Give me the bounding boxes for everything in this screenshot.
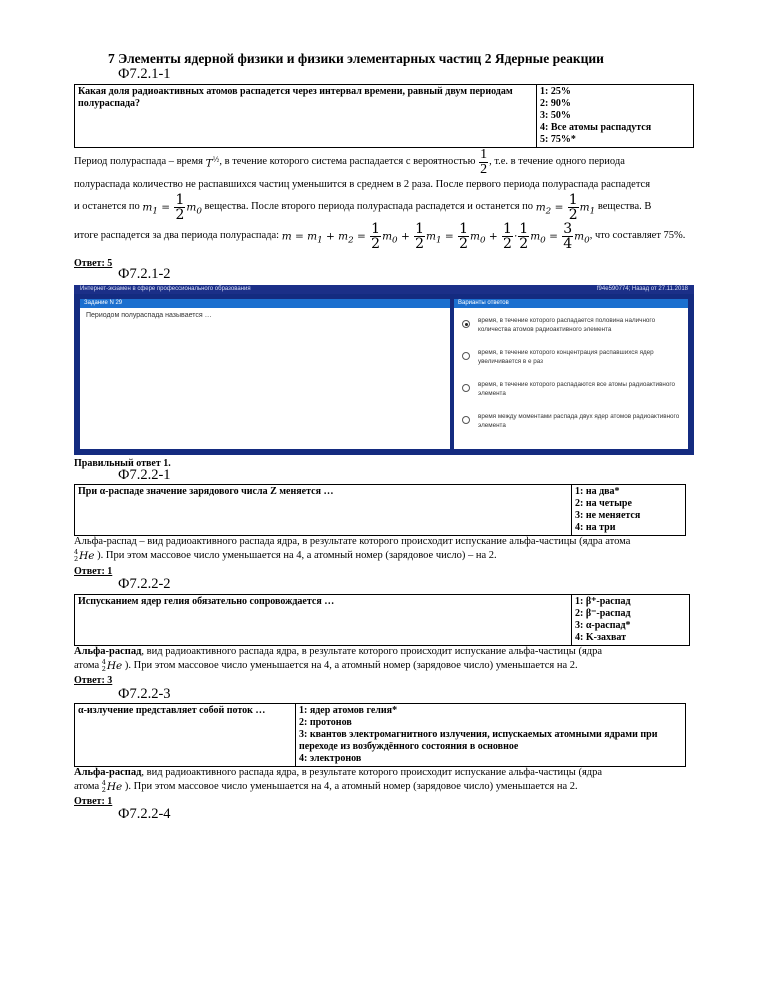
text: атома <box>74 660 100 671</box>
option-text: время, в течение которого распадаются все атомы радиоактивного элемента <box>478 381 676 397</box>
radio-selected[interactable] <box>462 320 470 328</box>
text: вещества. После второго периода полураспада распадется и останется по <box>204 201 534 212</box>
question-code: Ф7.2.2-2 <box>118 576 171 592</box>
task-panel <box>80 299 450 449</box>
text: вещества. В <box>597 201 652 212</box>
answer-option[interactable] <box>454 380 688 398</box>
radio[interactable] <box>462 352 470 360</box>
option: 3: 50% <box>540 110 571 121</box>
radio[interactable] <box>462 384 470 392</box>
question-table-3 <box>74 484 686 536</box>
helium-formula: 4 2 He <box>101 779 123 794</box>
formula: $m_2$ = $\frac{1}{2}$ $m_1$ <box>535 191 596 223</box>
formula: $\frac{1}{2}$ <box>480 146 488 177</box>
formula: $m = m_1 + m_2$ = $\frac{1}{2}$ $m_0$ + $\frac{1}{2}$ $m_1$ = $\frac{1}{2}$ $m_0$ + $\frac{1}{2}$ · $\frac{1}{2}$ $m_0$ = $\frac{3}{4}$ $m_0$ <box>281 220 590 252</box>
option-text: время, в течение которого распадается половина наличного количества атомов радиоактивного элемента <box>478 317 656 333</box>
text: , т.е. в течение одного периода <box>489 156 625 167</box>
answer-options <box>572 595 690 646</box>
correct-answer: Правильный ответ 1. <box>74 458 171 469</box>
option: 4: Все атомы распадутся <box>540 122 652 133</box>
option: 4: K-захват <box>575 632 627 643</box>
question-code: Ф7.2.2-3 <box>118 686 171 702</box>
option-text: время между моментами распада двух ядер атомов радиоактивного элемента <box>478 413 680 429</box>
option: 3: квантов электромагнитного излучения, испускаемых атомными ядрами при переходе из возбуждённого состояния в основное <box>299 729 658 752</box>
answer-options <box>572 485 686 536</box>
option: 1: ядер атомов гелия* <box>299 705 398 716</box>
answer-label: Ответ: 1 <box>74 796 113 807</box>
term: Альфа-распад <box>74 767 142 778</box>
option: 2: на четыре <box>575 498 632 509</box>
answer-option[interactable] <box>454 316 688 334</box>
option: 1: 25% <box>540 86 571 97</box>
options-header: Варианты ответов <box>454 299 688 308</box>
option: 3: α-распад* <box>575 620 631 631</box>
question-code: Ф7.2.2-1 <box>118 467 171 483</box>
page-title: 7 Элементы ядерной физики и физики элементарных частиц 2 Ядерные реакции <box>108 51 604 66</box>
option: 4: на три <box>575 522 616 533</box>
question-table-4 <box>74 594 690 646</box>
text: ). При этом массовое число уменьшается на 4, а атомный номер (зарядовое число) – на 2. <box>97 550 497 561</box>
exam-id: f94e590774; Назад от 27.11.2018 <box>596 286 688 292</box>
explanation <box>74 146 714 252</box>
answer-options <box>537 85 694 148</box>
answer-label: Ответ: 3 <box>74 675 113 686</box>
question-text: α-излучение представляет собой поток … <box>75 704 296 767</box>
option: 2: β⁻-распад <box>575 608 631 619</box>
formula: $T^{\frac{1}{2}}$ <box>205 156 220 170</box>
text: , в течение которого система распадается с вероятностью <box>219 156 476 167</box>
option: 1: β⁺-распад <box>575 596 631 607</box>
text: ). При этом массовое число уменьшается на 4, а атомный номер (зарядовое число) уменьшается на 2. <box>124 660 578 671</box>
radio[interactable] <box>462 416 470 424</box>
explanation <box>74 645 714 673</box>
answer-option[interactable] <box>454 412 688 430</box>
answer-options <box>296 704 686 767</box>
option: 1: на два* <box>575 486 620 497</box>
answer-label: Ответ: 1 <box>74 566 113 577</box>
text: , что составляет 75%. <box>589 230 686 241</box>
question-code: Ф7.2.2-4 <box>118 806 171 822</box>
question-text: Какая доля радиоактивных атомов распадется через интервал времени, равный двум периодам полураспада? <box>75 85 537 148</box>
exam-screenshot <box>74 285 694 455</box>
question-table-1 <box>74 84 694 148</box>
helium-formula: 4 2 He <box>101 658 123 673</box>
answer-option[interactable] <box>454 348 688 366</box>
term: Альфа-распад <box>74 646 142 657</box>
exam-title: Интернет-экзамен в сфере профессионального образования <box>80 286 251 292</box>
formula: $m_1$ = $\frac{1}{2}$ $m_0$ <box>142 191 202 223</box>
question-code: Ф7.2.1-2 <box>118 266 171 282</box>
text: и останется по <box>74 201 140 212</box>
question-text: При α-распаде значение зарядового числа Z меняется … <box>75 485 572 536</box>
option: 5: 75%* <box>540 134 576 145</box>
text: , вид радиоактивного распада ядра, в результате которого происходит испускание альфа-частицы (ядра <box>141 767 603 778</box>
text: атома <box>74 781 100 792</box>
task-header: Задание N 29 <box>80 299 450 308</box>
option: 2: 90% <box>540 98 571 109</box>
option: 3: не меняется <box>575 510 641 521</box>
options-panel <box>454 299 688 449</box>
option: 2: протонов <box>299 717 352 728</box>
text: полураспада количество не распавшихся частиц уменьшится в среднем в 2 раза. После первого периода полураспада распадется <box>74 179 651 190</box>
text: , вид радиоактивного распада ядра, в результате которого происходит испускание альфа-частицы (ядра <box>141 646 603 657</box>
task-question: Периодом полураспада называется … <box>86 312 212 319</box>
question-text: Испусканием ядер гелия обязательно сопровождается … <box>75 595 572 646</box>
question-table-5 <box>74 703 686 767</box>
answer-label: Ответ: 5 <box>74 258 113 269</box>
text: ). При этом массовое число уменьшается на 4, а атомный номер (зарядовое число) уменьшается на 2. <box>124 781 578 792</box>
question-code: Ф7.2.1-1 <box>118 66 171 82</box>
text: Альфа-распад – вид радиоактивного распада ядра, в результате которого происходит испускание альфа-частицы (ядра атома <box>74 536 631 547</box>
option: 4: электронов <box>299 753 362 764</box>
helium-formula: 4 2 He <box>74 548 95 563</box>
option-text: время, в течение которого концентрация распавшихся ядер увеличивается в e раз <box>478 349 654 365</box>
text: Период полураспада – время <box>74 156 203 167</box>
exam-topbar <box>74 285 694 294</box>
text: итоге распадется за два периода полураспада: <box>74 230 280 241</box>
explanation <box>74 535 714 563</box>
explanation <box>74 766 714 794</box>
